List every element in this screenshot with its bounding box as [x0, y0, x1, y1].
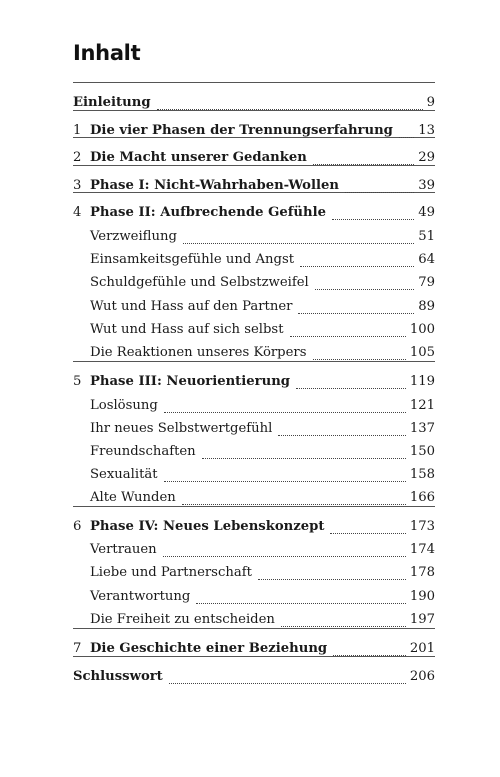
entry-title: Phase I: Nicht-Wahrhaben-Wollen [90, 178, 339, 193]
page-number: 173 [409, 519, 435, 534]
entry-title: Wut und Hass auf sich selbst [90, 322, 284, 337]
page-number: 121 [409, 398, 435, 413]
dot-leader [313, 359, 406, 360]
page-number: 197 [409, 612, 435, 627]
dot-leader [278, 435, 405, 436]
toc-subsection-entry[interactable] [73, 296, 435, 318]
dot-leader [290, 336, 406, 337]
dot-leader [164, 481, 406, 482]
page-number: 158 [409, 467, 435, 482]
entry-title: Wut und Hass auf den Partner [90, 299, 293, 314]
toc-subsection-entry[interactable] [73, 395, 435, 417]
dot-leader [196, 603, 405, 604]
dot-leader [332, 219, 414, 220]
dot-leader [281, 626, 406, 627]
toc-subsection-entry[interactable] [73, 487, 435, 509]
dot-leader [164, 412, 406, 413]
page-number: 206 [409, 669, 435, 684]
entry-title: Alte Wunden [90, 490, 176, 505]
toc-chapter-entry[interactable] [73, 638, 435, 660]
page-number: 105 [409, 345, 435, 360]
toc-chapter-entry[interactable] [73, 92, 435, 114]
page-number: 174 [409, 542, 435, 557]
dot-leader [169, 683, 406, 684]
dot-leader [313, 164, 414, 165]
dot-leader [330, 533, 405, 534]
toc-chapter-entry[interactable] [73, 371, 435, 393]
entry-title: Die Macht unserer Gedanken [90, 150, 307, 165]
toc-chapter-entry[interactable] [73, 666, 435, 688]
entry-title: Die Freiheit zu entscheiden [90, 612, 275, 627]
page-number: 137 [409, 421, 435, 436]
page-number: 166 [409, 490, 435, 505]
dot-leader [399, 137, 414, 138]
toc-subsection-entry[interactable] [73, 418, 435, 440]
dot-leader [345, 192, 414, 193]
dot-leader [182, 504, 406, 505]
entry-title: Verzweiflung [90, 229, 177, 244]
page-number: 89 [418, 299, 435, 314]
page-number: 190 [409, 589, 435, 604]
entry-title: Die vier Phasen der Trennungserfahrung [90, 123, 393, 138]
entry-title: Verantwortung [90, 589, 191, 604]
entry-title: Schlusswort [73, 669, 163, 684]
entry-title: Einsamkeitsgefühle und Angst [90, 252, 295, 267]
toc-subsection-entry[interactable] [73, 226, 435, 248]
chapter-number: 1 [73, 123, 82, 138]
toc-subsection-entry[interactable] [73, 586, 435, 608]
toc-subsection-entry[interactable] [73, 609, 435, 631]
dot-leader [333, 655, 406, 656]
page-number: 13 [418, 123, 435, 138]
entry-title: Vertrauen [90, 542, 157, 557]
toc-subsection-entry[interactable] [73, 272, 435, 294]
dot-leader [258, 579, 406, 580]
entry-title: Die Reaktionen unseres Körpers [90, 345, 307, 360]
toc-subsection-entry[interactable] [73, 441, 435, 463]
toc-subsection-entry[interactable] [73, 249, 435, 271]
toc-chapter-entry[interactable] [73, 516, 435, 538]
entry-title: Phase II: Aufbrechende Gefühle [90, 205, 327, 220]
page-number: 100 [409, 322, 435, 337]
page-number: 178 [409, 565, 435, 580]
chapter-number: 7 [73, 641, 82, 656]
entry-title: Loslösung [90, 398, 158, 413]
page-number: 51 [418, 229, 435, 244]
entry-title: Freundschaften [90, 444, 196, 459]
toc-subsection-entry[interactable] [73, 342, 435, 364]
page-number: 119 [409, 374, 435, 389]
page-number: 9 [426, 95, 435, 110]
toc-subsection-entry[interactable] [73, 539, 435, 561]
dot-leader [202, 458, 406, 459]
toc-subsection-entry[interactable] [73, 562, 435, 584]
dot-leader [315, 289, 414, 290]
chapter-number: 4 [73, 205, 82, 220]
chapter-number: 5 [73, 374, 82, 389]
entry-title: Liebe und Partnerschaft [90, 565, 252, 580]
entry-title: Sexualität [90, 467, 158, 482]
dot-leader [300, 266, 414, 267]
entry-title: Die Geschichte einer Beziehung [90, 641, 328, 656]
toc-chapter-entry[interactable] [73, 147, 435, 169]
toc-subsection-entry[interactable] [73, 319, 435, 341]
page-number: 201 [409, 641, 435, 656]
page-number: 29 [418, 150, 435, 165]
entry-title: Phase IV: Neues Lebenskonzept [90, 519, 325, 534]
entry-title: Einleitung [73, 95, 151, 110]
toc-chapter-entry[interactable] [73, 202, 435, 224]
dot-leader [183, 243, 414, 244]
page-number: 49 [418, 205, 435, 220]
divider-rule [73, 82, 435, 83]
toc-subsection-entry[interactable] [73, 464, 435, 486]
toc-chapter-entry[interactable] [73, 120, 435, 142]
entry-title: Schuldgefühle und Selbstzweifel [90, 275, 309, 290]
dot-leader [157, 109, 423, 110]
entry-title: Phase III: Neuorientierung [90, 374, 291, 389]
chapter-number: 6 [73, 519, 82, 534]
page-title: Inhalt [73, 41, 141, 65]
chapter-number: 3 [73, 178, 82, 193]
toc-chapter-entry[interactable] [73, 175, 435, 197]
entry-title: Ihr neues Selbstwertgefühl [90, 421, 273, 436]
page-number: 79 [418, 275, 435, 290]
page-number: 150 [409, 444, 435, 459]
dot-leader [163, 556, 406, 557]
dot-leader [298, 313, 414, 314]
page-number: 64 [418, 252, 435, 267]
chapter-number: 2 [73, 150, 82, 165]
page-number: 39 [418, 178, 435, 193]
dot-leader [296, 388, 406, 389]
